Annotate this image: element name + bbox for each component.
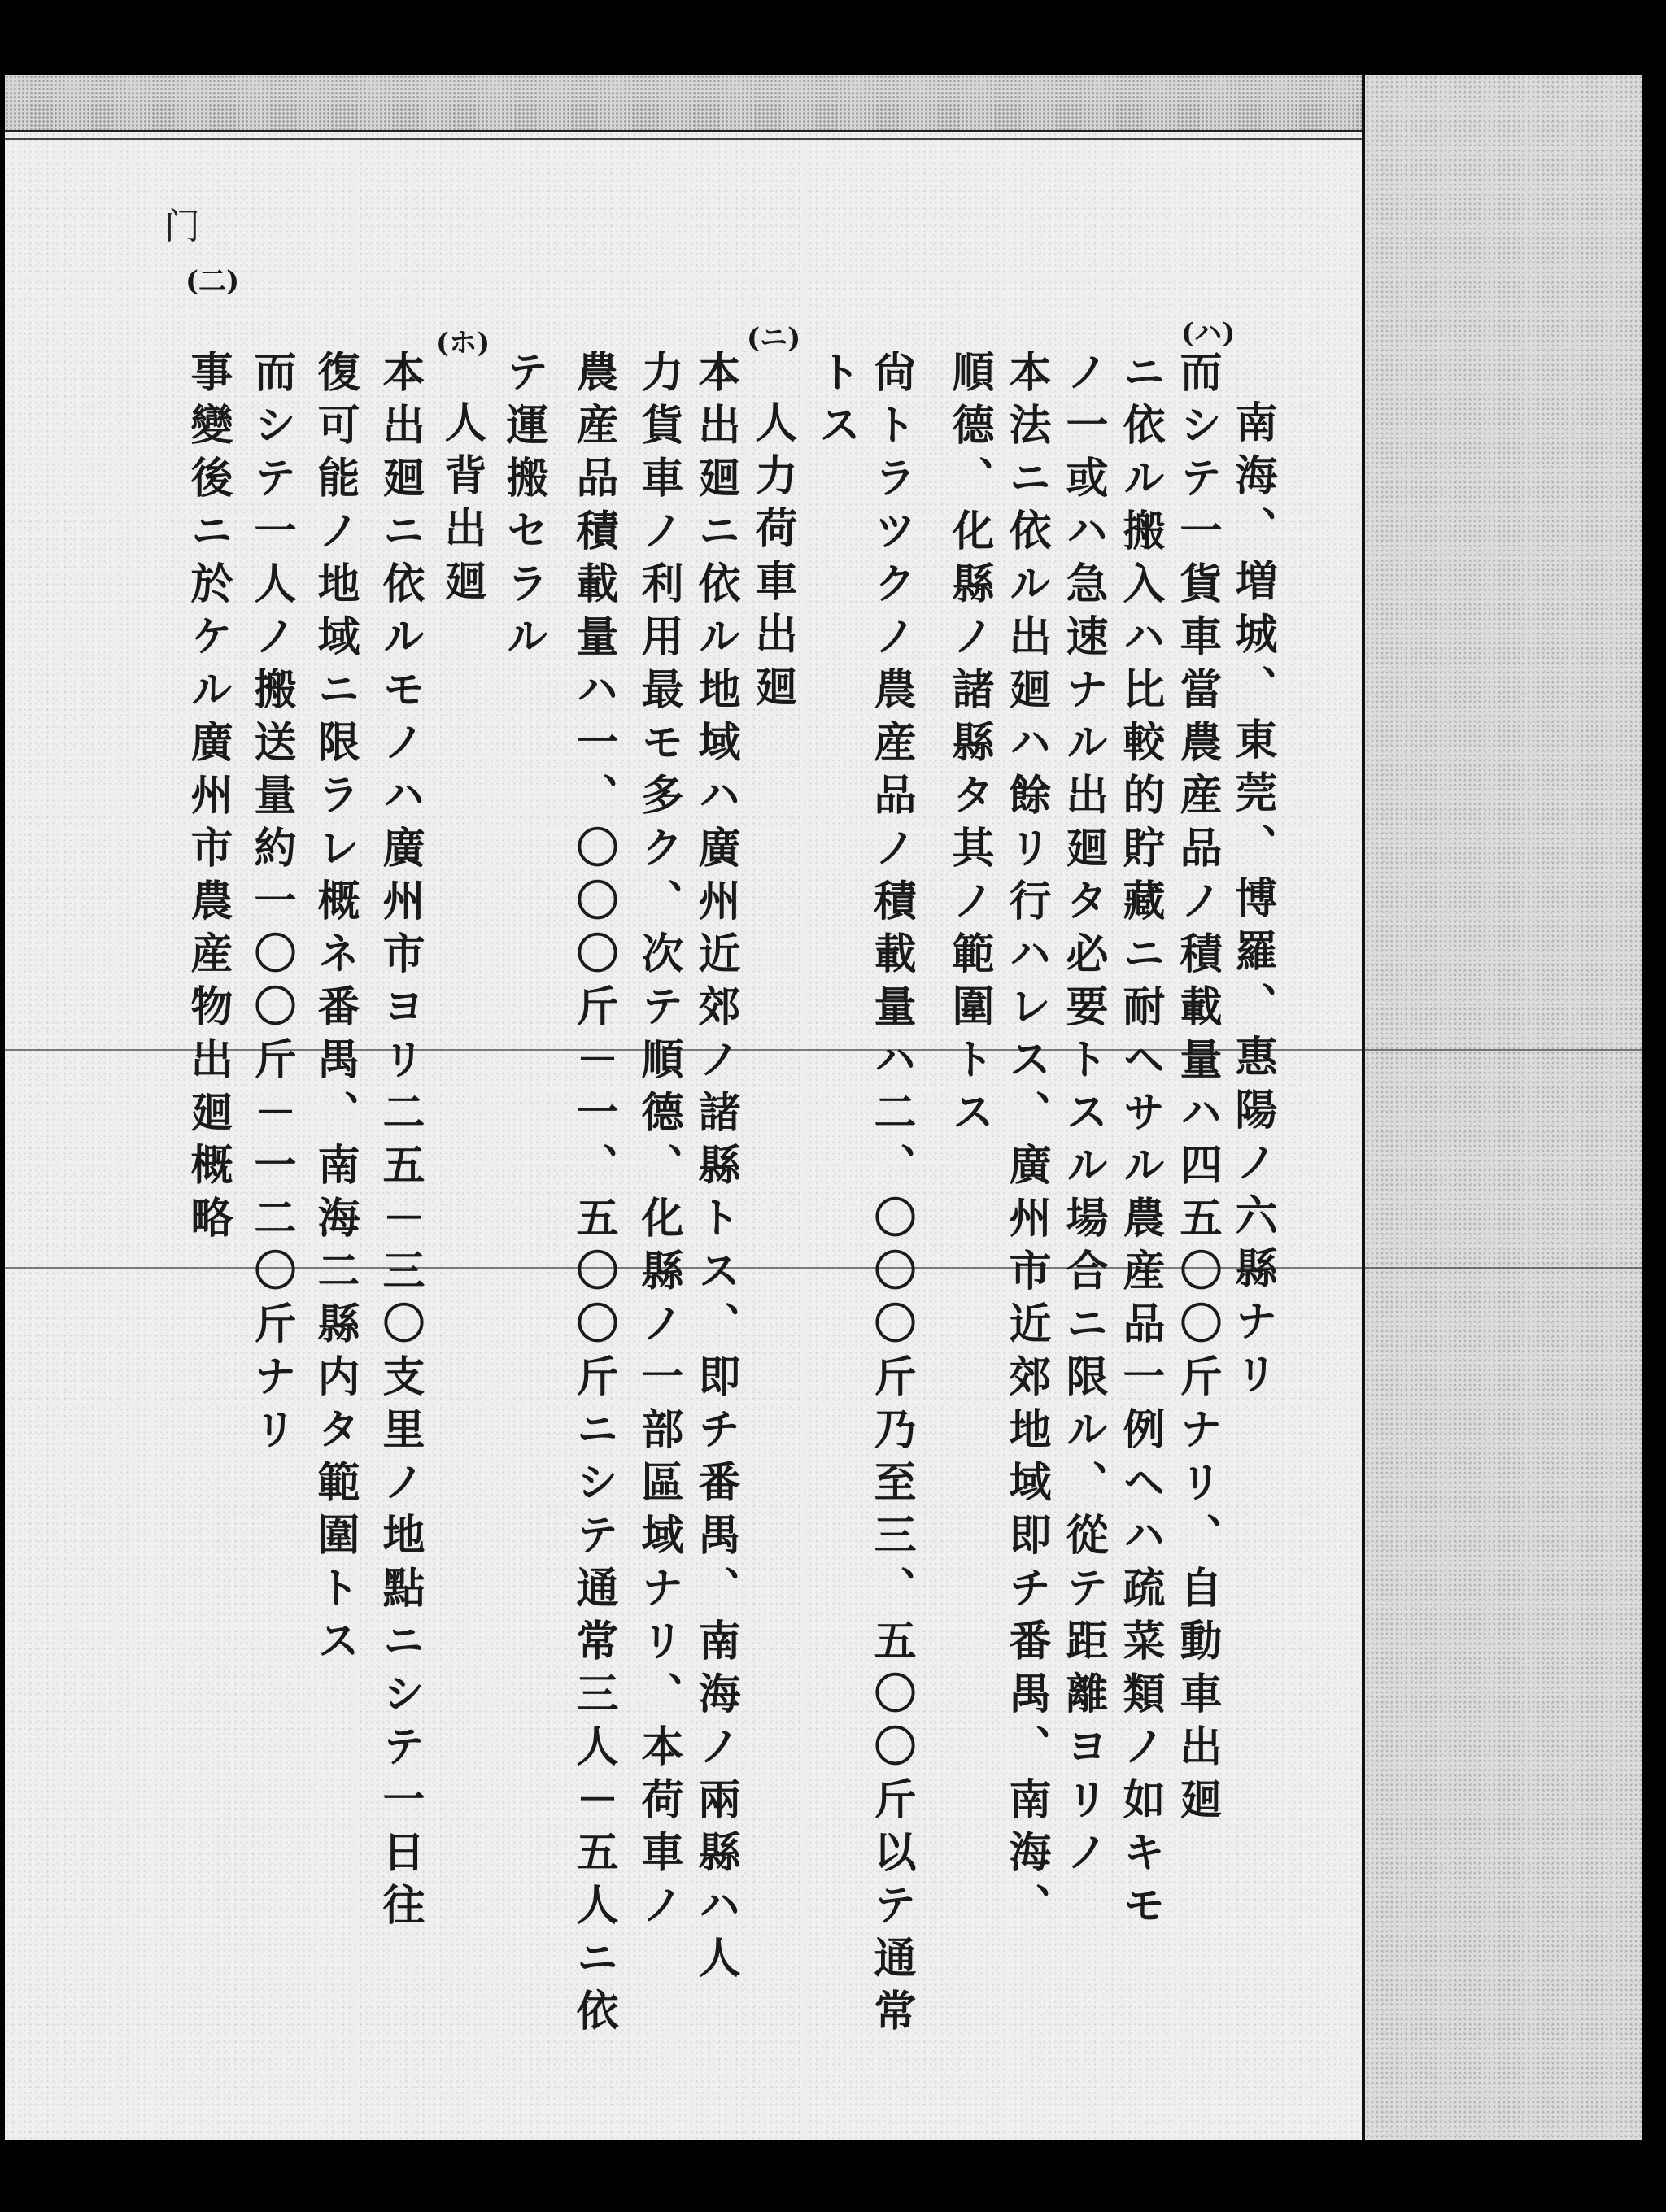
top-rule-secondary: [5, 138, 1362, 140]
top-border: [5, 75, 1362, 132]
adjacent-page-strip: [1362, 75, 1642, 2140]
text-column: 力貨車ノ利用最モ多ク、次テ順德、化縣ノ一部區域ナリ、本荷車ノ: [634, 350, 683, 1936]
page-mark: 门: [164, 206, 200, 247]
item-marker-ni: (ニ): [747, 322, 801, 355]
section-marker: (二): [185, 265, 240, 298]
text-column: 南海、増城、東莞、博羅、惠陽ノ六縣ナリ: [1228, 400, 1277, 1404]
text-column: ノ一或ハ急速ナル出廻タ必要トスル場合ニ限ル、從テ距離ヨリノ: [1058, 350, 1108, 1883]
top-rule: [5, 130, 1362, 132]
item-marker-ho: (ホ): [436, 327, 491, 359]
text-column: 農産品積載量ハ一、〇〇〇斤－一、五〇〇斤ニシテ通常三人－五人ニ依: [569, 350, 618, 2041]
text-column: ニ依ル搬入ハ比較的貯藏ニ耐ヘサル農産品一例ヘハ疏菜類ノ如キモ: [1115, 350, 1165, 1936]
document-page: [5, 75, 1642, 2140]
text-column: 本出廻ニ依ルモノハ廣州市ヨリ二五－三〇支里ノ地點ニシテ一日往: [375, 350, 425, 1936]
text-column: 人背出廻: [437, 400, 486, 612]
text-column: 人力荷車出廻: [748, 400, 797, 717]
text-column: 本出廻ニ依ル地域ハ廣州近郊ノ諸縣トス、即チ番禺、南海ノ兩縣ハ人: [691, 350, 740, 1988]
text-column: 而シテ一人ノ搬送量約一〇〇斤－一二〇斤ナリ: [246, 350, 296, 1460]
text-column: 順德、化縣ノ諸縣タ其ノ範圍トス: [944, 350, 994, 1143]
text-column: 本法ニ依ル出廻ハ餘リ行ハレス、廣州市近郊地域即チ番禺、南海、: [1001, 350, 1051, 1936]
text-column: トス: [811, 350, 861, 455]
text-column: 事變後ニ於ケル廣州市農産物出廻概略: [183, 350, 233, 1248]
item-marker-ha: (ハ): [1181, 317, 1236, 350]
text-column: 而シテ一貨車當農産品ノ積載量ハ四五〇〇斤ナリ、自動車出廻: [1172, 350, 1222, 1830]
text-column: 復可能ノ地域ニ限ラレ概ネ番禺、南海二縣内タ範圍トス: [310, 350, 360, 1671]
text-column: 尙トラツクノ農産品ノ積載量ハ二、〇〇〇斤乃至三、五〇〇斤以テ通常: [866, 350, 916, 2041]
text-column: テ運搬セラル: [499, 350, 548, 667]
